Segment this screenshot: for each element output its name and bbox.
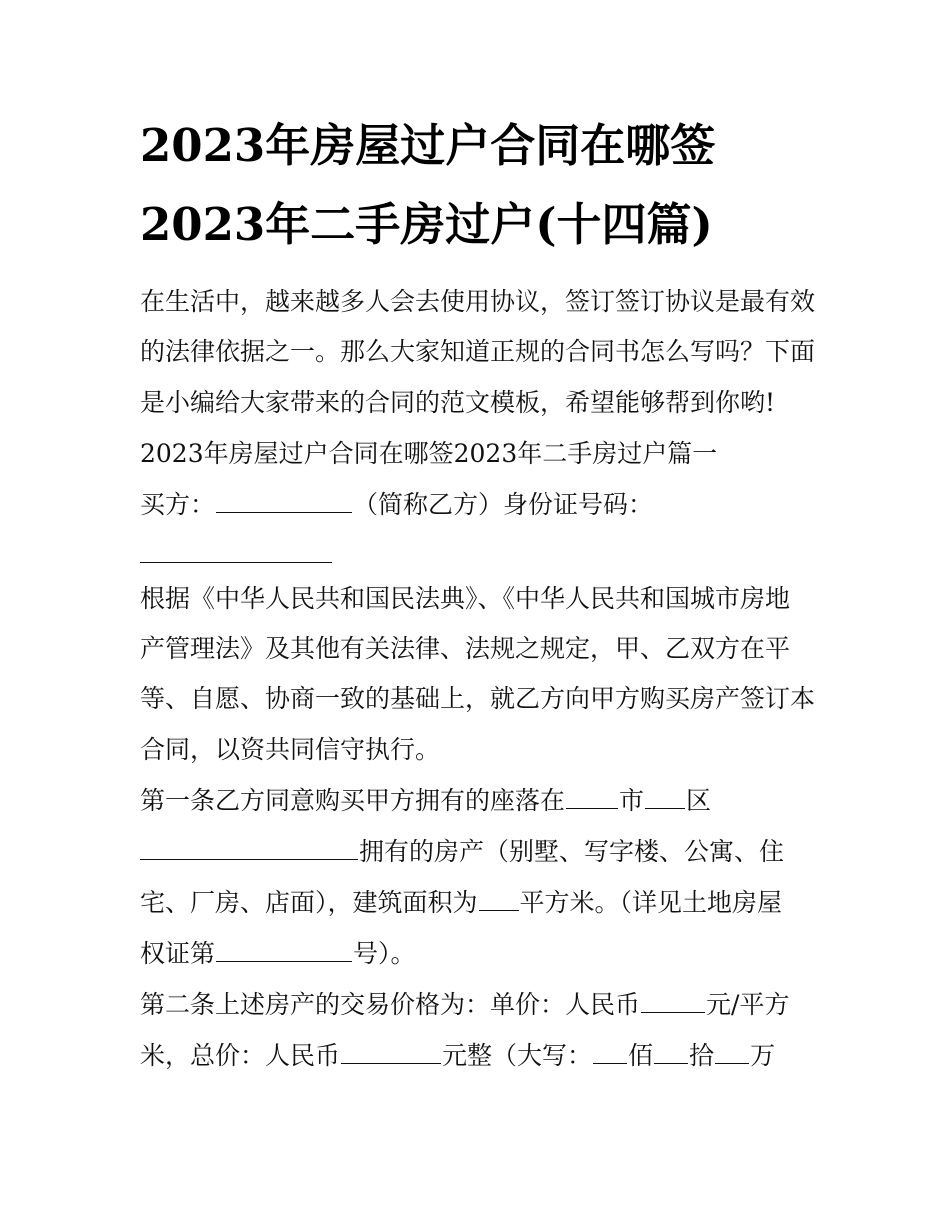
article2-wan-blank: [715, 1041, 749, 1064]
intro-line-2: 的法律依据之一。那么大家知道正规的合同书怎么写吗？下面: [140, 337, 816, 366]
buyer-name-blank: [216, 490, 352, 513]
basis-line-3: 等、自愿、协商一致的基础上，就乙方向甲方购买房产签订本: [140, 684, 816, 713]
article1-text-b: 拥有的房产（别墅、写字楼、公寓、住: [359, 837, 785, 866]
section-heading: 2023年房屋过户合同在哪签2023年二手房过户篇一: [140, 439, 718, 468]
basis-line-4: 合同，以资共同信守执行。: [140, 735, 441, 764]
document-title-line-1: 2023年房屋过户合同在哪签: [140, 119, 716, 172]
intro-line-1: 在生活中，越来越多人会去使用协议，签订签订协议是最有效: [140, 287, 816, 316]
article2-text-a: 第二条上述房产的交易价格为：单价：人民币: [140, 990, 641, 1019]
article1-cert-label: 权证第: [140, 939, 216, 968]
article1-city-blank: [566, 786, 618, 809]
article2-unit-label: 元/平方: [706, 990, 790, 1019]
article1-area-blank: [479, 888, 519, 911]
article2-bai-blank: [593, 1041, 627, 1064]
article2-unit-price-blank: [641, 990, 705, 1013]
article2-line-1: [140, 988, 820, 1022]
article2-total-label: 米，总价：人民币: [140, 1041, 341, 1070]
intro-line-3: 是小编给大家带来的合同的范文模板，希望能够帮到你哟!: [140, 388, 776, 417]
article1-line-1: [140, 784, 820, 818]
article2-bai-label: 佰: [628, 1041, 654, 1070]
article1-city-label: 市: [619, 786, 645, 815]
article2-wan-label: 万: [750, 1041, 776, 1070]
article1-district-blank: [645, 786, 685, 809]
buyer-id-label: （简称乙方）身份证号码：: [353, 490, 654, 519]
article1-line-4: [140, 937, 820, 971]
article1-line-3: [140, 886, 820, 920]
article1-area-label: 宅、厂房、店面），建筑面积为: [140, 888, 478, 917]
article1-cert-blank: [216, 939, 352, 962]
article1-area-unit: 平方米。（详见土地房屋: [519, 888, 783, 917]
article2-total-blank: [341, 1041, 441, 1064]
buyer-label: 买方：: [140, 490, 216, 519]
article2-shi-blank: [654, 1041, 688, 1064]
article2-shi-label: 拾: [689, 1041, 715, 1070]
article2-upper-label: 元整（大写：: [442, 1041, 593, 1070]
buyer-line: [140, 488, 820, 522]
article1-district-label: 区: [686, 786, 712, 815]
document-title-line-2: 2023年二手房过户(十四篇): [140, 198, 713, 251]
basis-line-1: 根据《中华人民共和国民法典》、《中华人民共和国城市房地: [140, 584, 791, 613]
article1-line-2: [140, 835, 820, 869]
basis-line-2: 产管理法》及其他有关法律、法规之规定，甲、乙双方在平: [140, 634, 791, 663]
article1-text-a: 第一条乙方同意购买甲方拥有的座落在: [140, 786, 566, 815]
article1-cert-suffix: 号）。: [353, 939, 416, 968]
article2-line-2: [140, 1039, 820, 1073]
buyer-id-line: [140, 538, 820, 572]
buyer-id-blank: [140, 540, 332, 563]
article1-address-blank: [140, 837, 358, 860]
